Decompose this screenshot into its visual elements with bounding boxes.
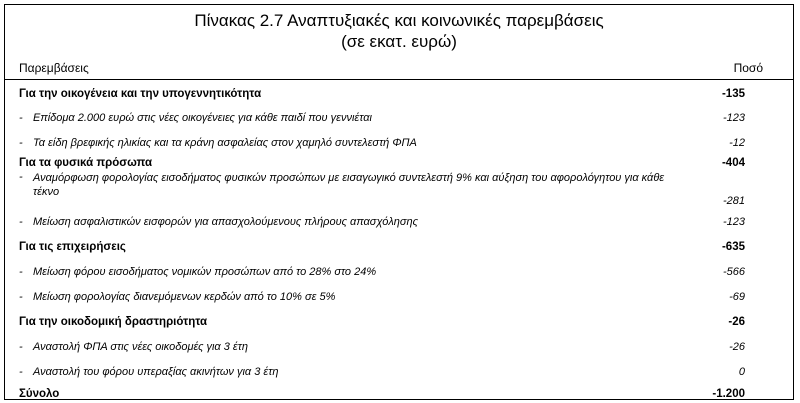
row-label-text: Σύνολο bbox=[19, 387, 60, 400]
row-dash: - bbox=[19, 111, 23, 124]
row-value: -281 bbox=[722, 195, 745, 207]
row-label-text: Επίδομα 2.000 ευρώ στις νέες οικογένειες για κάθε παιδί που γεννιέται bbox=[33, 111, 372, 124]
item-row bbox=[5, 105, 793, 130]
row-dash: - bbox=[19, 265, 23, 278]
category-row bbox=[5, 384, 793, 403]
table-header-row bbox=[5, 57, 793, 80]
row-label bbox=[19, 341, 248, 353]
table-title bbox=[5, 5, 793, 58]
row-value: -135 bbox=[721, 88, 745, 100]
row-label bbox=[19, 266, 376, 278]
table-title-line1: Πίνακας 2.7 Αναπτυξιακές και κοινωνικές παρεμβάσεις bbox=[194, 11, 604, 30]
row-dash: - bbox=[19, 171, 23, 183]
row-value: -635 bbox=[721, 240, 745, 253]
row-label bbox=[19, 216, 418, 228]
row-label-text: Μείωση φόρου εισοδήματος νομικών προσώπων από το 28% στο 24% bbox=[33, 265, 377, 278]
category-row bbox=[5, 83, 793, 105]
header-col-amount: Ποσό bbox=[733, 61, 763, 75]
row-label-text: Αναστολή ΦΠΑ στις νέες οικοδομές για 3 έτη bbox=[33, 340, 248, 353]
row-label bbox=[19, 112, 372, 124]
row-dash: - bbox=[19, 340, 23, 353]
row-label-text: Για την οικογένεια και την υπογεννητικότητα bbox=[19, 88, 262, 100]
row-label-text: Αναστολή του φόρου υπεραξίας ακινήτων για 3 έτη bbox=[33, 365, 279, 378]
row-label bbox=[19, 316, 207, 328]
row-label-text: Για την οικοδομική δραστηριότητα bbox=[19, 315, 208, 328]
table-frame bbox=[4, 4, 794, 400]
item-row bbox=[5, 359, 793, 384]
item-row bbox=[5, 259, 793, 284]
row-value: -566 bbox=[722, 265, 745, 278]
row-label bbox=[19, 241, 126, 253]
table-title-line2: (σε εκατ. ευρώ) bbox=[341, 32, 457, 51]
item-row bbox=[5, 334, 793, 359]
row-value: -26 bbox=[729, 340, 745, 353]
row-label bbox=[19, 88, 261, 100]
row-label bbox=[19, 157, 152, 169]
category-row bbox=[5, 234, 793, 259]
row-dash: - bbox=[19, 290, 23, 303]
row-label bbox=[19, 291, 335, 303]
header-col-interventions: Παρεμβάσεις bbox=[19, 61, 89, 75]
item-row bbox=[5, 209, 793, 234]
item-row bbox=[5, 284, 793, 309]
row-label bbox=[19, 171, 685, 199]
item-row bbox=[5, 171, 793, 209]
row-label bbox=[19, 388, 59, 400]
row-value: -69 bbox=[729, 290, 745, 303]
row-label bbox=[19, 137, 417, 149]
row-label-text: Μείωση ασφαλιστικών εισφορών για απασχολούμενους πλήρους απασχόλησης bbox=[33, 215, 418, 228]
row-value: -123 bbox=[722, 215, 745, 228]
row-label-text: Για τις επιχειρήσεις bbox=[19, 240, 126, 253]
row-dash: - bbox=[19, 136, 23, 149]
row-label-text: Αναμόρφωση φορολογίας εισοδήματος φυσικών προσώπων με εισαγωγικό συντελεστή 9% και αύξηση του αφορολόγητου για κάθε τέκνο bbox=[33, 172, 665, 198]
row-label-text: Τα είδη βρεφικής ηλικίας και τα κράνη ασφαλείας στον χαμηλό συντελεστή ΦΠΑ bbox=[33, 136, 417, 149]
row-value: 0 bbox=[738, 365, 745, 378]
row-value: -12 bbox=[729, 136, 745, 149]
row-label-text: Μείωση φορολογίας διανεμόμενων κερδών από το 10% σε 5% bbox=[33, 290, 336, 303]
category-row bbox=[5, 155, 793, 171]
row-dash: - bbox=[19, 365, 23, 378]
row-label-text: Για τα φυσικά πρόσωπα bbox=[19, 157, 153, 169]
item-row bbox=[5, 130, 793, 155]
row-dash: - bbox=[19, 215, 23, 228]
row-label bbox=[19, 366, 278, 378]
row-value: -123 bbox=[722, 111, 745, 124]
row-value: -404 bbox=[721, 157, 745, 169]
row-value: -1.200 bbox=[712, 387, 745, 400]
category-row bbox=[5, 309, 793, 334]
row-value: -26 bbox=[728, 315, 745, 328]
